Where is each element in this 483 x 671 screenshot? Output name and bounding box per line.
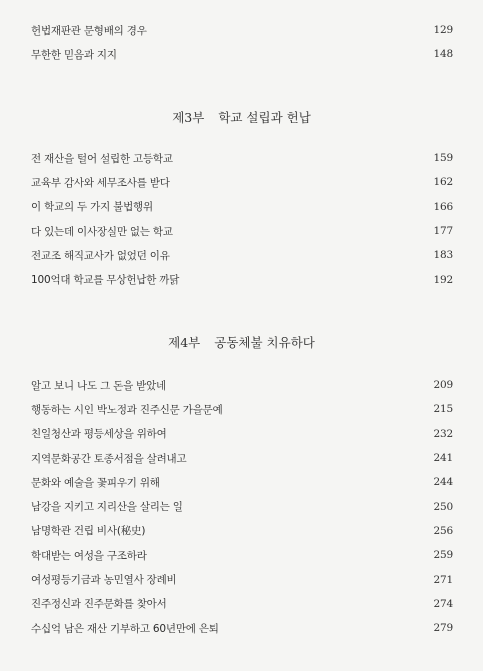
entry-title: 이 학교의 두 가지 불법행위 [31,201,153,214]
toc-entry[interactable] [31,219,453,243]
entry-title: 헌법재판관 문형배의 경우 [31,24,147,37]
entry-page-number: 148 [433,48,453,61]
toc-entry-group [31,18,453,67]
entry-page-number: 192 [433,273,453,286]
toc-entry[interactable] [31,42,453,66]
entry-title: 다 있는데 이사장실만 없는 학교 [31,225,173,238]
toc-entry-group [31,146,453,292]
toc-entry[interactable] [31,243,453,267]
entry-page-number: 271 [433,573,453,586]
entry-page-number: 232 [433,427,453,440]
toc-entry[interactable] [31,397,453,421]
entry-page-number: 256 [433,524,453,537]
entry-title: 교육부 감사와 세무조사를 받다 [31,176,170,189]
part-heading [0,108,483,126]
entry-page-number: 159 [433,152,453,165]
entry-page-number: 241 [433,452,453,465]
toc-entry[interactable] [31,543,453,567]
entry-title: 친일청산과 평등세상을 위하여 [31,428,167,441]
part-title: 공동체불 치유하다 [214,335,315,350]
part-number: 제4부 [168,335,201,350]
entry-page-number: 244 [433,476,453,489]
entry-title: 학대받는 여성을 구조하라 [31,549,147,562]
part-title: 학교 설립과 헌납 [218,110,311,125]
toc-entry-group [31,373,453,640]
toc-entry[interactable] [31,494,453,518]
entry-page-number: 279 [433,622,453,635]
toc-entry[interactable] [31,195,453,219]
entry-title: 행동하는 시인 박노정과 진주신문 가을문예 [31,403,223,416]
entry-title: 남명학관 건립 비사(秘史) [31,525,146,538]
toc-entry[interactable] [31,373,453,397]
entry-page-number: 162 [433,176,453,189]
entry-title: 알고 보니 나도 그 돈을 받았네 [31,379,167,392]
entry-title: 100억대 학교를 무상헌납한 까닭 [31,274,180,287]
entry-title: 여성평등기금과 농민열사 장례비 [31,574,177,587]
part-heading [0,333,483,351]
entry-title: 무한한 믿음과 지지 [31,48,117,61]
entry-page-number: 177 [433,225,453,238]
entry-title: 남강을 지키고 지리산을 살리는 일 [31,501,183,514]
entry-title: 전 재산을 털어 설립한 고등학교 [31,152,173,165]
toc-entry[interactable] [31,592,453,616]
toc-entry[interactable] [31,267,453,291]
toc-entry[interactable] [31,446,453,470]
entry-title: 전교조 해직교사가 없었던 이유 [31,249,170,262]
toc-entry[interactable] [31,616,453,640]
entry-page-number: 209 [433,379,453,392]
entry-page-number: 259 [433,549,453,562]
entry-page-number: 129 [433,24,453,37]
entry-title: 수십억 남은 재산 기부하고 60년만에 은퇴 [31,622,219,635]
toc-entry[interactable] [31,422,453,446]
toc-entry[interactable] [31,470,453,494]
entry-page-number: 166 [433,200,453,213]
part-number: 제3부 [172,110,205,125]
toc-entry[interactable] [31,567,453,591]
toc-entry[interactable] [31,18,453,42]
entry-title: 지역문화공간 토종서점을 살려내고 [31,452,187,465]
entry-page-number: 250 [433,500,453,513]
toc-entry[interactable] [31,519,453,543]
entry-page-number: 183 [433,249,453,262]
entry-title: 문화와 예술을 꽃피우기 위해 [31,476,160,489]
toc-entry[interactable] [31,146,453,170]
entry-page-number: 215 [433,403,453,416]
toc-entry[interactable] [31,170,453,194]
entry-title: 진주정신과 진주문화를 찾아서 [31,598,167,611]
entry-page-number: 274 [433,597,453,610]
